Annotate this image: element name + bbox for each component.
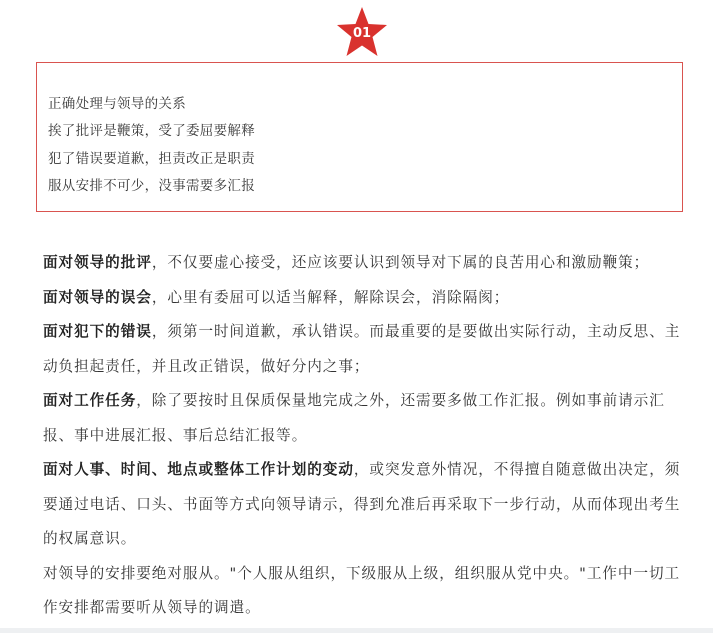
number-badge — [336, 6, 388, 58]
paragraph-text: ，或突发意外情况，不得擅自随意做出决定，须要通过电话、口头、书面等方式向领导请示，得到允准后再采取下一步行动，从而体现出考生的权属意识。 — [43, 461, 681, 547]
bottom-divider — [0, 628, 713, 633]
paragraph-lead: 面对工作任务 — [43, 392, 137, 409]
paragraph-lead: 面对领导的批评 — [43, 254, 152, 271]
summary-line: 犯了错误要道歉，担责改正是职责 — [48, 150, 255, 167]
paragraph-changes — [43, 453, 691, 557]
paragraph-lead: 面对犯下的错误 — [43, 323, 152, 340]
article-body — [43, 246, 691, 626]
summary-line: 服从安排不可少，没事需要多汇报 — [48, 177, 255, 194]
paragraph-lead: 面对人事、时间、地点或整体工作计划的变动 — [43, 461, 354, 478]
paragraph-criticism — [43, 246, 691, 281]
paragraph-lead: 面对领导的误会 — [43, 288, 152, 306]
paragraph-obedience — [43, 557, 691, 626]
paragraph-text: ，心里有委屈可以适当解释，解除误会，消除隔阂； — [151, 288, 510, 306]
paragraph-text: 对领导的安排要绝对服从。"个人服从组织，下级服从上级，组织服从党中央。"工作中一切工作安排都需要听从领导的调遣。 — [43, 564, 681, 616]
paragraph-text: ，除了要按时且保质保量地完成之外，还需要多做工作汇报。例如事前请示汇报、事中进展汇报、事后总结汇报等。 — [43, 392, 665, 444]
paragraph-tasks — [43, 384, 691, 453]
paragraph-text: ，不仅要虚心接受，还应该要认识到领导对下属的良苦用心和激励鞭策； — [151, 254, 650, 271]
badge-number: 01 — [352, 26, 372, 41]
paragraph-text: ，须第一时间道歉，承认错误。而最重要的是要做出实际行动，主动反思、主动负担起责任，并且改正错误，做好分内之事； — [43, 323, 681, 375]
paragraph-mistakes — [43, 315, 691, 384]
paragraph-misunderstanding — [43, 281, 691, 316]
summary-line: 挨了批评是鞭策，受了委屈要解释 — [48, 123, 255, 140]
summary-title: 正确处理与领导的关系 — [48, 96, 186, 112]
summary-box — [36, 62, 683, 212]
